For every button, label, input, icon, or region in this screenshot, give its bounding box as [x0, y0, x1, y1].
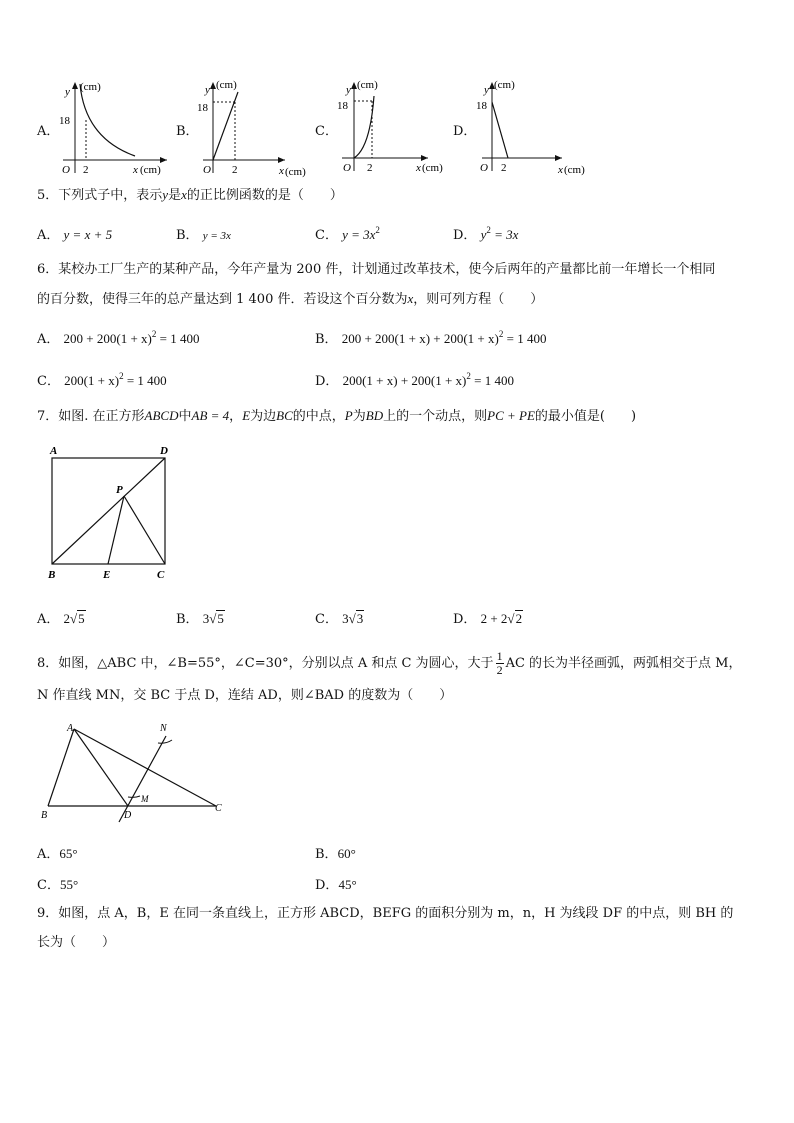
q4-d-xlabel: x [558, 164, 563, 176]
q7-label-a: A [50, 445, 58, 457]
q4-option-a-letter: A． [37, 124, 60, 139]
q8-p1: 8．如图，△ABC 中，∠B=55°，∠C=30°，分别以点 A 和点 C 为圆心，大于 [37, 656, 494, 671]
q4-a-origin: O [62, 164, 70, 176]
q7-p4: 为边 [250, 409, 277, 424]
q4-option-b-letter: B． [176, 124, 199, 139]
q5-option-c [315, 224, 380, 243]
q4-b-tick-x: 2 [232, 164, 238, 176]
q6-option-a-end: = 1 400 [156, 331, 200, 346]
q6-option-c [37, 370, 167, 389]
q6-option-c-letter: C． [37, 374, 60, 389]
q6-option-d-expr: 200(1 + x) + 200(1 + x) [342, 373, 467, 388]
q7-label-d: D [160, 445, 168, 457]
q4-c-yunit: (cm) [357, 79, 378, 91]
q7-abcd: ABCD [144, 408, 179, 423]
q5-option-d-expr-b: = 3x [490, 227, 519, 242]
q8-frac-num: 1 [496, 649, 503, 663]
q7-figure [40, 440, 180, 585]
q5-option-c-sup: 2 [375, 225, 380, 235]
q7-option-c-rad: 3 [356, 611, 364, 626]
q5-option-a-expr: y = x + 5 [63, 227, 113, 242]
q8-option-c [37, 874, 78, 893]
q6-option-b-end: = 1 400 [503, 331, 547, 346]
q7-ab: AB = 4 [191, 408, 230, 423]
q7-option-b-rad: 5 [217, 611, 224, 626]
q4-a-tick-x: 2 [83, 164, 89, 176]
q4-c-xunit: (cm) [422, 162, 443, 174]
q4-b-yunit: (cm) [216, 79, 237, 91]
q6-option-d-sup: 2 [466, 371, 471, 381]
q4-d-tick-y: 18 [476, 100, 487, 112]
q4-a-ylabel: y [65, 86, 70, 98]
q5-option-b-letter: B． [176, 228, 199, 243]
q4-option-d-letter: D． [453, 124, 477, 139]
q5-text-a: 5．下列式子中，表示 [37, 188, 163, 203]
q7-p2: 中 [178, 409, 192, 424]
q7-option-c-letter: C． [315, 612, 338, 627]
q7-p8: 的最小值是( ) [534, 409, 637, 424]
q7-p7: 上的一个动点，则 [383, 409, 488, 424]
q7-label-b: B [48, 569, 56, 581]
q4-d-xunit: (cm) [564, 164, 585, 176]
q4-b-ylabel: y [205, 84, 210, 96]
q4-graph-b [195, 78, 315, 178]
q4-c-tick-x: 2 [367, 162, 373, 174]
q8-option-a-val: 65° [59, 846, 78, 861]
q9-line1: 9．如图，点 A，B，E 在同一条直线上，正方形 ABCD，BEFG 的面积分别为 m，n，H 为线段 DF 的中点，则 BH 的 [37, 906, 734, 921]
q5-var-x: x [181, 187, 187, 202]
q4-d-tick-x: 2 [501, 162, 507, 174]
q7-option-b: B． 3√5 [176, 611, 224, 627]
q7-label-c: C [157, 569, 165, 581]
q7-option-d: D． 2 + 2√2 [453, 611, 523, 627]
q8-option-b-val: 60° [337, 846, 356, 861]
q5-text-c: 的正比例函数的是（ ） [186, 188, 343, 203]
q7-option-b-letter: B． [176, 612, 199, 627]
q6-option-c-sup: 2 [119, 371, 124, 381]
q7-p3: ， [229, 409, 243, 424]
q4-graph-c [334, 78, 454, 178]
q8-frac-den: 2 [496, 663, 503, 677]
q6-line2-var: x [407, 291, 414, 306]
q4-c-tick-y: 18 [337, 100, 348, 112]
q4-d-origin: O [480, 162, 488, 174]
q8-figure [36, 718, 236, 828]
q8-option-d [315, 874, 357, 893]
q7-option-b-coef: 3 [202, 611, 210, 626]
q4-c-xlabel: x [416, 162, 421, 174]
q4-option-c-letter: C． [315, 124, 338, 139]
q6-option-b-expr: 200 + 200(1 + x) + 200(1 + x) [341, 331, 499, 346]
q7-label-p: P [116, 484, 123, 496]
q6-option-a-sup: 2 [151, 329, 157, 339]
q5-stem [37, 186, 343, 205]
q6-option-b-sup: 2 [498, 329, 504, 339]
q7-bd: BD [365, 408, 384, 423]
q6-option-a-expr: 200 + 200(1 + x) [63, 331, 152, 346]
q4-b-origin: O [203, 164, 211, 176]
q5-option-b-expr: y = 3x [202, 230, 231, 242]
q8-option-d-letter: D． [315, 878, 339, 893]
q6-option-a-letter: A． [37, 332, 60, 347]
q8-option-a-letter: A． [37, 847, 60, 862]
q7-option-d-rad: 2 [515, 611, 523, 626]
q8-option-b [315, 843, 356, 862]
q6-line2 [37, 290, 543, 309]
q4-a-xunit: (cm) [140, 164, 161, 176]
q4-b-tick-y: 18 [197, 102, 208, 114]
q8-option-c-letter: C． [37, 878, 60, 893]
q7-p5: 的中点， [292, 409, 345, 424]
q5-option-b [176, 224, 231, 243]
q8-option-b-letter: B． [315, 847, 338, 862]
q6-option-d-end: = 1 400 [470, 373, 514, 388]
q5-text-b: 是 [168, 188, 182, 203]
q9-line2: 长为（ ） [37, 935, 116, 950]
q4-b-xunit: (cm) [285, 166, 306, 178]
q6-option-b-letter: B． [315, 332, 338, 347]
q6-line1: 6．某校办工厂生产的某种产品，今年产量为 200 件，计划通过改革技术，使今后两年的产量都比前一年增长一个相同 [37, 262, 716, 277]
q4-a-xlabel: x [133, 164, 138, 176]
q8-label-a: A [67, 723, 74, 734]
q8-line2: N 作直线 MN，交 BC 于点 D，连结 AD，则∠BAD 的度数为（ ） [37, 688, 453, 703]
q6-option-b [315, 328, 546, 347]
q7-stem [37, 407, 636, 426]
q5-option-d [453, 224, 518, 243]
q7-pcpe: PC + PE [487, 408, 535, 423]
q7-option-c: C． 3√3 [315, 611, 364, 627]
q8-p2: AC 的长为半径画弧，两弧相交于点 M， [505, 656, 742, 671]
q6-option-c-end: = 1 400 [123, 373, 167, 388]
q7-option-c-coef: 3 [342, 611, 349, 626]
q5-var-y: y [162, 187, 169, 202]
q7-option-d-letter: D． [453, 612, 477, 627]
q7-p: P [344, 408, 353, 423]
q8-fraction [496, 650, 504, 677]
q7-option-a-rad: 5 [78, 611, 85, 626]
q4-d-ylabel: y [484, 84, 489, 96]
q7-p1: 7．如图. 在正方形 [37, 409, 145, 424]
q5-option-d-expr-a: y [480, 227, 487, 242]
q6-option-d [315, 370, 514, 389]
q4-graph-a [55, 78, 175, 178]
q8-option-a [37, 843, 78, 862]
q7-option-d-coef: 2 + 2 [480, 611, 508, 626]
q4-graph-d [472, 78, 597, 178]
q8-option-c-val: 55° [59, 877, 79, 892]
q5-option-d-letter: D． [453, 228, 477, 243]
q8-label-c: C [215, 803, 222, 814]
q4-d-yunit: (cm) [494, 79, 515, 91]
q4-b-xlabel: x [279, 165, 284, 177]
q7-label-e: E [103, 569, 111, 581]
q8-label-b: B [41, 810, 48, 821]
q7-e: E [242, 408, 251, 423]
q7-option-a: A． 2√5 [37, 611, 85, 627]
q8-label-n: N [160, 723, 167, 734]
q5-option-a-letter: A． [37, 228, 60, 243]
q4-a-tick-y: 18 [59, 115, 70, 127]
q7-p6: 为 [352, 409, 366, 424]
q7-option-a-letter: A． [37, 612, 60, 627]
q6-line2-a: 的百分数，使得三年的总产量达到 1 400 件．若设这个百分数为 [37, 292, 408, 307]
q8-option-d-val: 45° [338, 877, 357, 892]
q7-bc: BC [276, 408, 293, 423]
q6-option-a [37, 328, 199, 347]
q4-c-origin: O [343, 162, 351, 174]
q8-label-d: D [124, 810, 132, 821]
q6-line2-b: ，则可列方程（ ） [413, 292, 544, 307]
q6-option-d-letter: D． [315, 374, 339, 389]
q5-option-d-sup: 2 [486, 225, 491, 235]
q4-c-ylabel: y [346, 84, 351, 96]
q4-a-yunit: (cm) [80, 81, 101, 93]
q7-option-a-coef: 2 [63, 611, 71, 626]
q5-option-c-expr: y = 3x [342, 227, 376, 242]
q8-label-m: M [141, 794, 149, 804]
q5-option-a [37, 224, 112, 243]
q6-option-c-expr: 200(1 + x) [64, 373, 120, 388]
q5-option-c-letter: C． [315, 228, 338, 243]
q8-line1 [37, 650, 741, 677]
